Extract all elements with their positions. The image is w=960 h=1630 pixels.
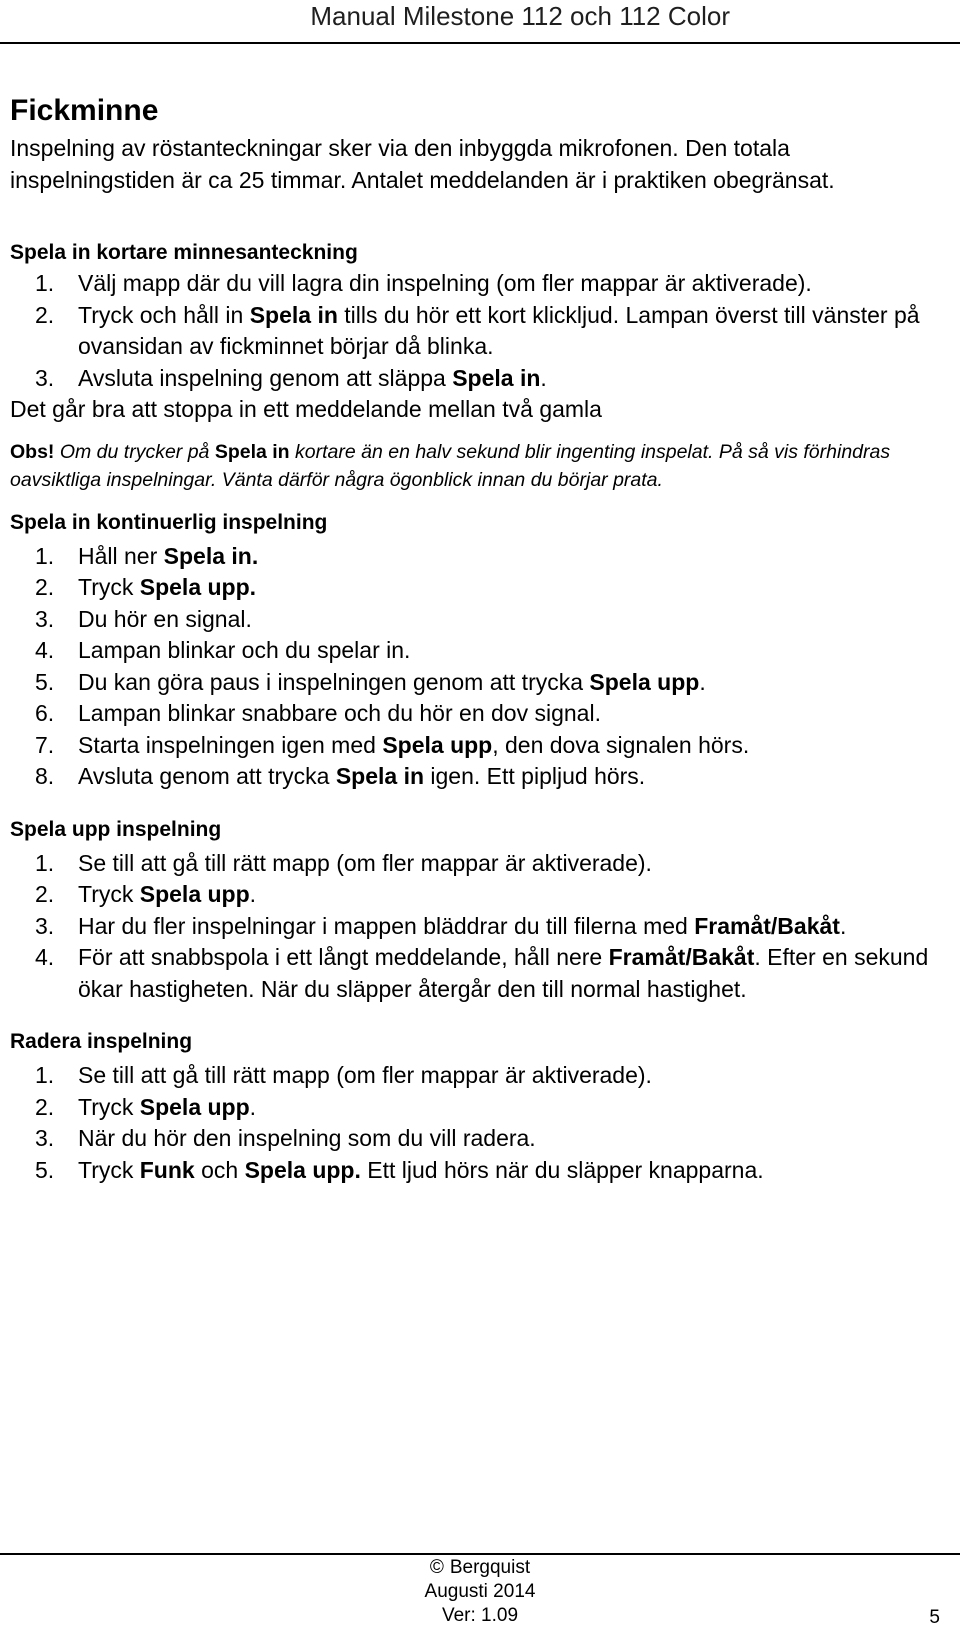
list-item-text: och <box>194 1156 245 1183</box>
delete-heading: Radera inspelning <box>10 1030 193 1053</box>
list-item-number: 2. <box>35 574 55 600</box>
list-item <box>10 541 955 573</box>
list-item <box>10 300 955 363</box>
list-item-text: Har du fler inspelningar i mappen bläddrar du till filerna med <box>78 912 695 939</box>
list-item-text: Starta inspelningen igen med <box>78 731 383 758</box>
footer-copyright <box>0 1556 960 1580</box>
list-item-text: . <box>699 668 706 695</box>
list-item <box>10 1123 955 1155</box>
list-item-text: Du kan göra paus i inspelningen genom att trycka <box>78 668 590 695</box>
list-item-number: 1. <box>35 849 55 876</box>
list-item-text: Avsluta inspelning genom att släppa <box>78 364 453 391</box>
list-item-bold-term: Spela upp <box>382 731 493 758</box>
footer-author: Bergquist <box>449 1557 531 1578</box>
list-item-number: 7. <box>35 731 55 758</box>
note-bold-term: Spela in <box>214 440 290 463</box>
list-item <box>10 604 955 636</box>
header-rule <box>0 42 960 44</box>
list-item-text: Du hör en signal. <box>78 605 252 632</box>
note-bold-term: Obs! <box>10 440 55 463</box>
list-item <box>10 848 955 880</box>
list-item-number: 3. <box>35 364 55 391</box>
list-item-bold-term: Spela in <box>249 301 338 328</box>
list-item-text: Se till att gå till rätt mapp (om fler mappar är aktiverade). <box>78 1062 652 1088</box>
list-item-number: 3. <box>35 1125 55 1151</box>
list-item-text: . <box>540 364 547 391</box>
list-item-bold-term: Framåt/Bakåt <box>694 912 840 939</box>
note-text: Om du trycker på <box>54 440 215 463</box>
list-item-number: 2. <box>35 301 55 328</box>
list-item-text: igen. Ett pipljud hörs. <box>424 763 646 789</box>
list-item-text: Tryck <box>78 1093 140 1120</box>
list-item-text: . Efter en sekund ökar hastigheten. När du släpper återgår den till normal hastighet. <box>78 944 929 1002</box>
list-item-text: Tryck <box>78 881 140 907</box>
list-item-text: Ett ljud hörs när du släpper knapparna. <box>360 1156 764 1183</box>
intro-paragraph: Inspelning av röstanteckningar sker via den inbyggda mikrofonen. Den totala inspelningstiden är ca 25 timmar. Antalet meddelanden är i praktiken obegränsat. <box>10 135 835 193</box>
short-memo-after: Det går bra att stoppa in ett meddelande mellan två gamla <box>10 396 602 422</box>
list-item <box>10 1092 955 1124</box>
document-header <box>310 0 730 32</box>
list-item-text <box>78 698 955 730</box>
list-item-text <box>78 730 955 762</box>
list-item-text: När du hör den inspelning som du vill radera. <box>78 1125 536 1151</box>
list-item <box>10 911 955 943</box>
list-item <box>10 363 955 395</box>
list-item-number: 4. <box>35 944 55 970</box>
list-item-text: Välj mapp där du vill lagra din inspelning (om fler mappar är aktiverade). <box>78 270 812 296</box>
list-item-text <box>78 572 955 604</box>
list-item-bold-term: Spela upp <box>589 668 700 695</box>
playback-list <box>10 848 955 1006</box>
list-item-bold-term: Spela upp. <box>244 1156 361 1183</box>
list-item-text: Avsluta genom att trycka <box>78 763 336 789</box>
list-item <box>10 1060 955 1092</box>
list-item-text: . <box>249 1093 257 1120</box>
list-item-text <box>78 541 955 573</box>
list-item-number: 3. <box>35 605 55 632</box>
list-item <box>10 572 955 604</box>
header-title: Manual Milestone 112 och 112 Color <box>310 1 730 31</box>
list-item-bold-term: Spela in <box>335 763 425 789</box>
list-item <box>10 667 955 699</box>
list-item-text <box>78 268 955 300</box>
list-item <box>10 698 955 730</box>
list-item-text <box>78 942 955 1005</box>
short-memo-heading: Spela in kortare minnesanteckning <box>10 241 358 264</box>
list-item-text: För att snabbspola i ett långt meddelande, håll nere <box>78 944 609 970</box>
list-item-number: 8. <box>35 763 55 789</box>
list-item-number: 3. <box>35 912 55 939</box>
list-item-bold-term: Spela upp <box>139 881 250 907</box>
list-item-text: Lampan blinkar och du spelar in. <box>78 637 411 663</box>
list-item-text <box>78 848 955 880</box>
copyright-icon: © <box>429 1557 444 1578</box>
note-text: kortare än en halv sekund blir ingenting inspelat. På så vis förhindras oavsiktliga inspelningar. Vänta därför några ögonblick innan du börjar prata. <box>10 440 891 491</box>
list-item <box>10 942 955 1005</box>
list-item <box>10 635 955 667</box>
short-memo-note <box>10 438 955 494</box>
list-item-text <box>78 604 955 636</box>
continuous-list <box>10 541 955 793</box>
footer-date: Augusti 2014 <box>424 1581 536 1602</box>
list-item-text: , den dova signalen hörs. <box>492 731 750 758</box>
list-item-number: 5. <box>35 668 55 695</box>
list-item-text <box>78 761 955 793</box>
list-item-text: Lampan blinkar snabbare och du hör en dov signal. <box>78 700 601 726</box>
list-item-number: 2. <box>35 881 55 907</box>
list-item-text: Se till att gå till rätt mapp (om fler mappar är aktiverade). <box>78 849 652 876</box>
footer-rule <box>0 1553 960 1555</box>
list-item-text <box>78 300 955 363</box>
list-item-text <box>78 1123 955 1155</box>
list-item-text: Tryck och håll in <box>78 301 250 328</box>
list-item-text <box>78 1092 955 1124</box>
list-item-number: 1. <box>35 1062 55 1088</box>
delete-list <box>10 1060 955 1186</box>
list-item-text: . <box>839 912 847 939</box>
list-item <box>10 761 955 793</box>
list-item <box>10 879 955 911</box>
list-item-text <box>78 635 955 667</box>
footer-version: Ver: 1.09 <box>441 1605 519 1626</box>
list-item-bold-term: Spela upp <box>139 1093 250 1120</box>
list-item-bold-term: Spela in <box>452 364 541 391</box>
playback-heading: Spela upp inspelning <box>10 817 222 841</box>
list-item-text: . <box>249 881 257 907</box>
list-item-number: 1. <box>35 542 55 569</box>
list-item <box>10 730 955 762</box>
footer-info <box>0 1556 960 1628</box>
list-item-text <box>78 1060 955 1092</box>
list-item-number: 6. <box>35 700 55 726</box>
list-item-text <box>78 363 955 395</box>
list-item-text: tills du hör ett kort klickljud. Lampan överst till vänster på ovansidan av fickminnet börjar då blinka. <box>78 301 920 359</box>
list-item-bold-term: Spela in. <box>163 542 259 569</box>
list-item-text <box>78 1155 955 1187</box>
list-item <box>10 1155 955 1187</box>
list-item-bold-term: Spela upp. <box>139 574 257 600</box>
list-item-number: 5. <box>35 1156 55 1183</box>
list-item-text <box>78 879 955 911</box>
list-item-bold-term: Funk <box>139 1156 195 1183</box>
page-content <box>10 92 955 1186</box>
list-item <box>10 268 955 300</box>
list-item-bold-term: Framåt/Bakåt <box>608 944 755 970</box>
list-item-text <box>78 911 955 943</box>
list-item-text: Håll ner <box>78 542 164 569</box>
page-number: 5 <box>929 1607 940 1628</box>
list-item-number: 4. <box>35 637 55 663</box>
section-title: Fickminne <box>10 94 159 127</box>
list-item-text: Tryck <box>78 1156 140 1183</box>
list-item-text <box>78 667 955 699</box>
short-memo-list <box>10 268 955 394</box>
list-item-number: 1. <box>35 270 55 296</box>
list-item-text: Tryck <box>78 574 140 600</box>
list-item-number: 2. <box>35 1093 55 1120</box>
continuous-heading: Spela in kontinuerlig inspelning <box>10 510 328 534</box>
